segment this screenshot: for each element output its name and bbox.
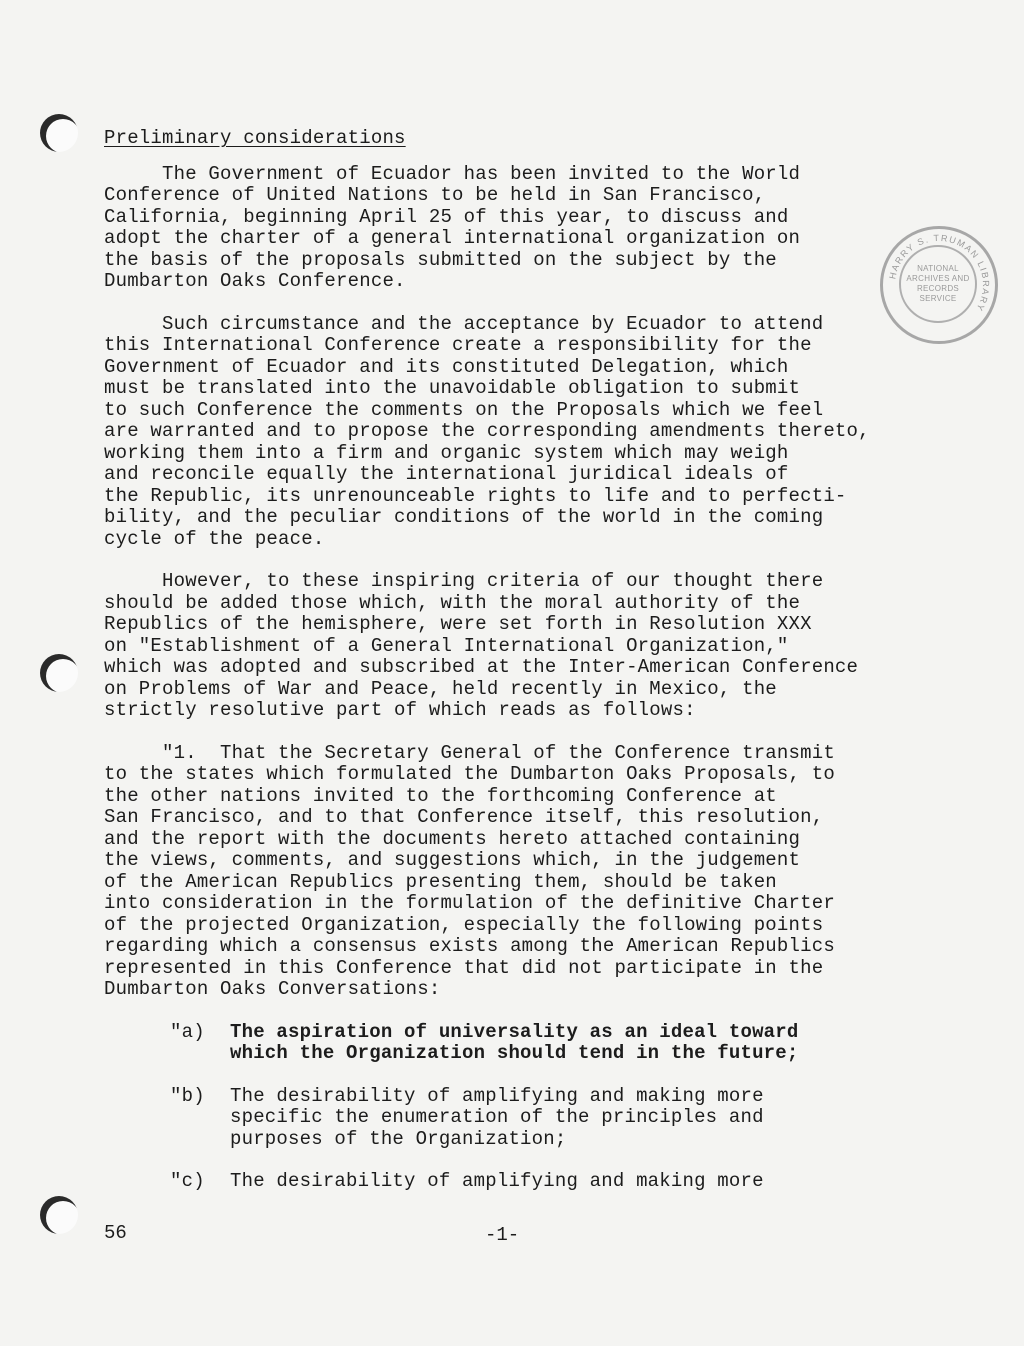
list-item-b (104, 1086, 984, 1151)
document-body (104, 128, 984, 1214)
list-item-text: The desirability of amplifying and making more (230, 1170, 764, 1192)
punch-hole-bottom (40, 1196, 78, 1234)
paragraph-responsibility: Such circumstance and the acceptance by Ecuador to attend this International Conference create a responsibility for the Government of Ecuador and its constituted Delegation, which must be translated into the unavoidable obligation to submit to such Conference the comments on the Proposals which we feel are warranted and to propose the corresponding amendments thereto, working them into a firm and organic system which may weigh and reconcile equally the international juridical ideals of the Republic, its unrenounceable rights to life and to perfecti- bility, and the peculiar conditions of the world in the coming cycle of the peace. (104, 312, 870, 550)
list-item-label: "c) (170, 1170, 205, 1192)
list-item-a (104, 1022, 984, 1065)
page-number: -1- (485, 1224, 520, 1246)
list-item-text: The desirability of amplifying and making more specific the enumeration of the principles and purposes of the Organization; (230, 1084, 764, 1150)
document-number: 56 (104, 1222, 127, 1244)
list-item-c (104, 1171, 984, 1193)
list-item-label: "a) (170, 1020, 205, 1043)
svg-text:HARRY S. TRUMAN LIBRARY: HARRY S. TRUMAN LIBRARY (887, 232, 992, 314)
punch-hole-top (40, 114, 78, 152)
paragraph-criteria: However, to these inspiring criteria of our thought there should be added those which, with the moral authority of the Republics of the hemisphere, were set forth in Resolution XXX on "Establishment of a General International Organization," which was adopted and subscribed at the Inter-American Conference on Problems of War and Peace, held recently in Mexico, the strictly resolutive part of which reads as follows: (104, 570, 859, 721)
section-heading: Preliminary considerations (104, 127, 406, 149)
list-item-label: "b) (170, 1084, 205, 1107)
resolution-quote: "1. That the Secretary General of the Conference transmit to the states which formulated the Dumbarton Oaks Proposals, to the other nations invited to the forthcoming Conference at San Francisco, and to that Conference itself, this resolution, and the report with the documents hereto attached containing the views, comments, and suggestions which, in the judgement of the American Republics presenting them, should be taken into consideration in the formulation of the definitive Charter of the projected Organization, especially the following points regarding which a consensus exists among the American Republics represented in this Conference that did not participate in the Dumbarton Oaks Conversations: (104, 741, 835, 1000)
stamp-line: SERVICE (919, 294, 957, 303)
list-item-text: The aspiration of universality as an ideal toward which the Organization should tend in the future; (230, 1020, 799, 1064)
stamp-line: ARCHIVES AND (906, 274, 970, 283)
punch-hole-middle (40, 654, 78, 692)
paragraph-invitation: The Government of Ecuador has been invited to the World Conference of United Nations to be held in San Francisco, California, beginning April 25 of this year, to discuss and adopt the charter of a general international organization on the basis of the proposals submitted on the subject by the Dumbarton Oaks Conference. (104, 162, 801, 292)
stamp-line: RECORDS (916, 284, 960, 293)
stamp-line: NATIONAL (917, 264, 959, 273)
